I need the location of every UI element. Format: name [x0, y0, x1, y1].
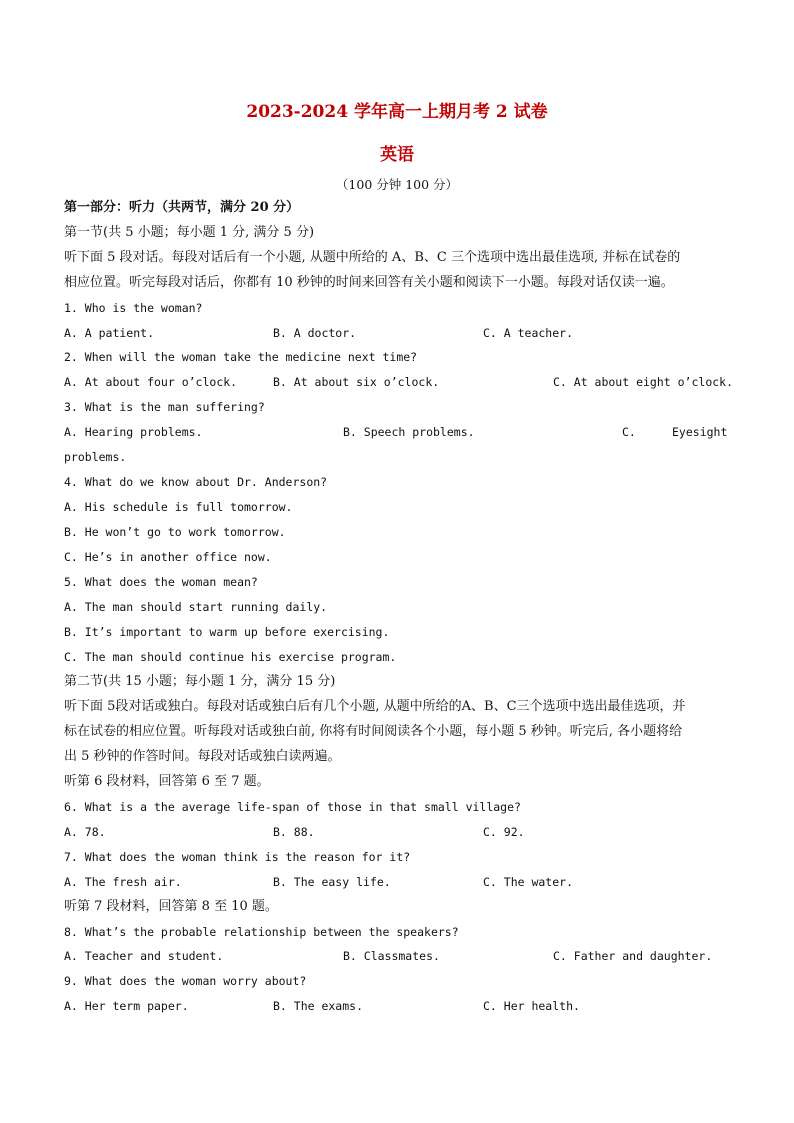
- subject-title: 英语: [380, 145, 414, 165]
- option-c: C. A teacher.: [483, 326, 574, 340]
- question-text: 1. Who is the woman?: [64, 301, 203, 315]
- section2-heading: 第二节(共 15 小题；每小题 1 分，满分 15 分): [64, 674, 336, 689]
- option-a: A. At about four o’clock.: [64, 375, 238, 389]
- option-c: C. The man should continue his exercise program.: [64, 650, 397, 664]
- section1-instructions: [64, 245, 730, 295]
- question-text: 4. What do we know about Dr. Anderson?: [64, 475, 328, 489]
- time-score: （100 分钟 100 分）: [335, 177, 459, 192]
- option-b: B. It’s important to warm up before exercising.: [64, 625, 390, 639]
- instructions-line: 出 5 秒钟的作答时间。每段对话或独白读两遍。: [64, 749, 341, 764]
- option-c-continued: problems.: [64, 450, 127, 464]
- instructions-line: 听下面 5 段对话。每段对话后有一个小题, 从题中所给的 A、B、C 三个选项中选出最佳选项, 并标在试卷的: [64, 250, 681, 265]
- option-c: C. Father and daughter.: [553, 949, 713, 963]
- option-c: C. The water.: [483, 875, 574, 889]
- option-c: C. Her health.: [483, 999, 580, 1013]
- section1-heading: 第一节(共 5 小题；每小题 1 分, 满分 5 分): [64, 225, 315, 240]
- question-text: 3. What is the man suffering?: [64, 400, 265, 414]
- section2-instructions: [64, 694, 730, 769]
- option-a: A. A patient.: [64, 326, 155, 340]
- option-a: A. Her term paper.: [64, 999, 189, 1013]
- option-b: B. At about six o’clock.: [273, 375, 440, 389]
- option-a: A. The fresh air.: [64, 875, 182, 889]
- instructions-line: 标在试卷的相应位置。听每段对话或独白前, 你将有时间阅读各个小题，每小题 5 秒钟。听完后, 各小题将给: [64, 724, 683, 739]
- option-c: C. At about eight o’clock.: [553, 375, 734, 389]
- question-text: 6. What is a the average life-span of those in that small village?: [64, 800, 521, 814]
- option-a: A. 78.: [64, 825, 106, 839]
- option-b: B. A doctor.: [273, 326, 357, 340]
- option-a: A. His schedule is full tomorrow.: [64, 500, 293, 514]
- exam-title: 2023-2024 学年高一上期月考 2 试卷: [246, 102, 548, 122]
- question-text: 2. When will the woman take the medicine next time?: [64, 350, 418, 364]
- option-a: A. The man should start running daily.: [64, 600, 328, 614]
- option-b: B. Classmates.: [343, 949, 440, 963]
- option-c: C. He’s in another office now.: [64, 550, 272, 564]
- option-c-word: Eyesight: [672, 425, 728, 439]
- option-b: B. He won’t go to work tomorrow.: [64, 525, 286, 539]
- option-b: B. The exams.: [273, 999, 364, 1013]
- option-b: B. 88.: [273, 825, 315, 839]
- option-c: C. 92.: [483, 825, 525, 839]
- question-text: 5. What does the woman mean?: [64, 575, 258, 589]
- part1-heading: 第一部分：听力（共两节，满分 20 分）: [64, 200, 300, 215]
- option-a: A. Teacher and student.: [64, 949, 224, 963]
- material-note: 听第 7 段材料，回答第 8 至 10 题。: [64, 899, 278, 914]
- question-text: 9. What does the woman worry about?: [64, 974, 307, 988]
- instructions-line: 听下面 5段对话或独白。每段对话或独白后有几个小题, 从题中所给的A、B、C三个选项中选出最佳选项，并: [64, 699, 686, 714]
- option-a: A. Hearing problems.: [64, 425, 203, 439]
- option-c-prefix: C.: [622, 425, 636, 439]
- question-text: 7. What does the woman think is the reason for it?: [64, 850, 411, 864]
- material-note: 听第 6 段材料，回答第 6 至 7 题。: [64, 774, 270, 789]
- option-b: B. Speech problems.: [343, 425, 475, 439]
- question-text: 8. What’s the probable relationship between the speakers?: [64, 925, 459, 939]
- instructions-line: 相应位置。听完每段对话后，你都有 10 秒钟的时间来回答有关小题和阅读下一小题。每段对话仅读一遍。: [64, 275, 674, 290]
- option-b: B. The easy life.: [273, 875, 391, 889]
